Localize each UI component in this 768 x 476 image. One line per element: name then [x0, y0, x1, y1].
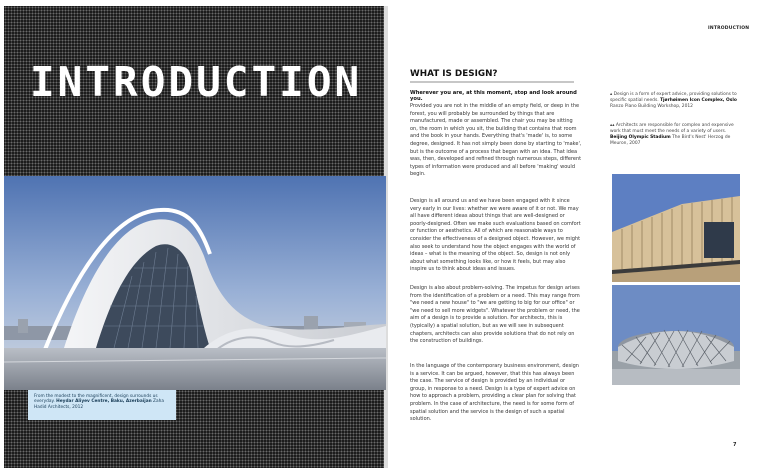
note-marker-icon: ▴▴	[610, 123, 615, 128]
wooden-building-illustration	[612, 174, 740, 282]
caption-text: From the modest to the magnificent, design surrounds us everyday.	[34, 394, 158, 405]
lead-sentence: Wherever you are, at this moment, stop and look around you.	[410, 90, 577, 102]
note-text: Architects are responsible for complex and expensive work that must meet the needs of a variety of users.	[610, 123, 734, 134]
caption-location: Heydar Aliyev Centre, Baku, Azerbaijan	[56, 399, 152, 405]
side-note-2	[610, 123, 738, 147]
body-paragraph-3: Design is also about problem-solving. The impetus for design arises from the identification of a problem or a need. This may range from "we need a new house" to "we are getting to big for our office" or "we need to sell more widgets". Whatever the problem or need, the aim of a design is to provide a solution. For architects, this is (typically) a spatial solution, but as we will see in subsequent chapters, architects can also provide solutions that do not rely on the construction of buildings.	[410, 285, 580, 345]
body-paragraph-4: In the language of the contemporary business environment, design is a service. It can be argued, however, that this has always been the case. The service of design is provided by an individual or group, in response to a need. Design is a type of expert advice on how to approach a problem, providing a clear plan for solving that problem. In the case of architecture, the need is for some form of spatial solution and the service is the design of such a spatial solution.	[410, 363, 579, 423]
caption-credit: Zaha Hadid Architects, 2012	[34, 399, 164, 410]
note-credit: Ranzo Piano Building Workshop, 2012	[610, 103, 693, 109]
note-location: Tjørhøimen Icon Complex, Oslo	[660, 97, 737, 103]
note-marker-icon: ▴	[610, 92, 613, 97]
photo-beijing-olympic-stadium	[612, 285, 740, 385]
note-location: Beijing Olympic Stadium	[610, 134, 671, 140]
body-paragraph-2: Design is all around us and we have been engaged with it since very early in our lives: whether we were aware of it or not. We may all have different ideas about things that are well-designed or poorly-designed. Often we make such evaluations based on comfort or function or aesthetics. All of which are reasonable ways to consider the effectiveness of a designed object. However, we might also seek to understand how the object engages with the world of ideas – what is the meaning of the object. So, design is not only about what something looks like, or how it feels, but may also inspire us to think about ideas and issues.	[410, 198, 581, 273]
running-head: INTRODUCTION	[708, 26, 750, 31]
stadium-illustration	[612, 285, 740, 385]
chapter-title: INTRODUCTION	[30, 58, 363, 106]
body-paragraph-1: Provided you are not in the middle of an empty field, or deep in the forest, you will probably be surrounded by things that are manufactured, made or assembled. The chair you may be sitting on, the room in which you sit, the building that contains that room and the book in your hands. Everything that's 'made' is, to some degree, designed. It has not simply been done by starting to 'make', but is the outcome of a process that began with an idea. That idea was, then, developed and refined through numerous steps, different types of information were produced and all before 'making' would begin.	[410, 103, 582, 178]
note-credit: The Bird's Nest' Herzog de Meuron, 2007	[610, 134, 731, 146]
photo-icon-complex-oslo	[612, 174, 740, 282]
building-illustration	[4, 176, 386, 390]
side-note-1	[610, 92, 738, 110]
section-title: WHAT IS DESIGN?	[410, 69, 498, 79]
hero-photo-heydar-aliyev	[4, 176, 386, 390]
photo-caption	[28, 390, 176, 420]
page-number: 7	[733, 442, 737, 448]
section-dotted-rule	[410, 81, 574, 83]
note-text: Design is a form of expert advice, providing solutions to specific spatial needs.	[610, 92, 737, 103]
